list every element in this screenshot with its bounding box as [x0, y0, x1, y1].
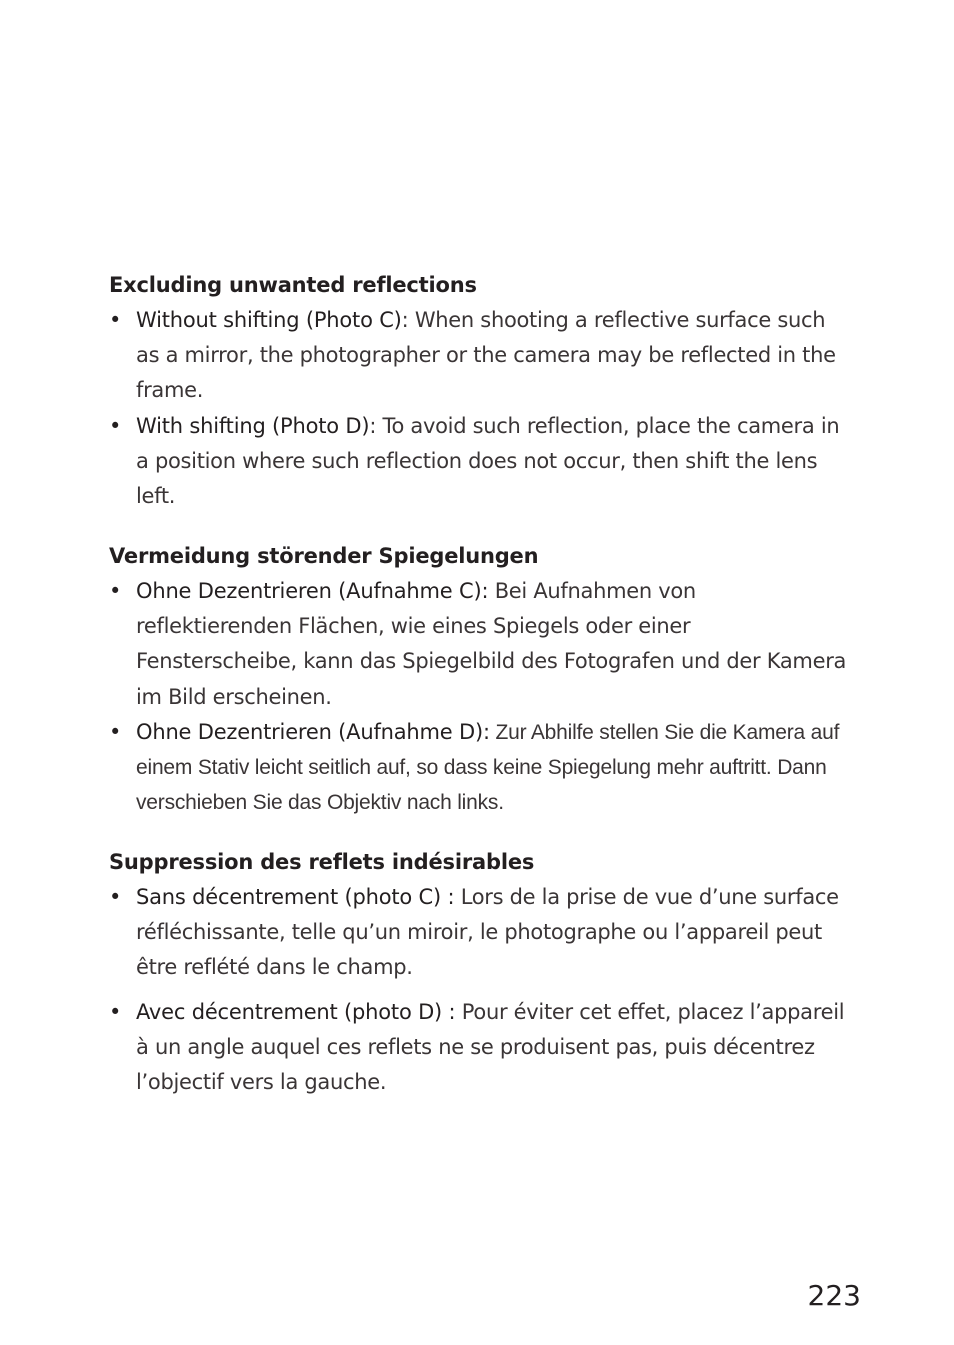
bullet-point: •: [109, 579, 122, 603]
section-heading: Vermeidung störender Spiegelungen: [109, 544, 539, 568]
bullet-point: •: [109, 885, 122, 909]
list-item: [109, 574, 854, 715]
item-text: Pour éviter cet effet, placez l’appareil à un angle auquel ces reflets ne se produisent pas, puis décentrez l’objectif vers la gauche.: [136, 999, 845, 1095]
section-english: [109, 268, 854, 514]
page-number: 223: [807, 1279, 861, 1312]
item-lead: Without shifting (Photo C): [136, 308, 402, 332]
bullet-point: •: [109, 999, 122, 1024]
item-spacer: [109, 986, 854, 995]
item-text: Lors de la prise de vue d’une surface réfléchissante, telle qu’un miroir, le photographe ou l’appareil peut être reflété dans le champ.: [136, 885, 839, 980]
item-lead: Sans décentrement (photo C) :: [136, 885, 455, 909]
list-item: [109, 995, 854, 1101]
item-text: : When shooting a reflective surface such as a mirror, the photographer or the camera may be reflected in the frame.: [136, 308, 836, 403]
item-text: Bei Aufnahmen von reflektierenden Flächen, wie eines Spiegels oder einer Fensterscheibe, kann das Spiegelbild des Fotografen und der Kamera im Bild erscheinen.: [136, 579, 847, 709]
item-lead: Avec décentrement (photo D) :: [136, 999, 456, 1024]
item-text: : To avoid such reflection, place the camera in a position where such reflection does not occur, then shift the lens left.: [136, 413, 840, 509]
item-lead: Ohne Dezentrieren (Aufnahme D):: [136, 719, 490, 744]
section-french: [109, 845, 854, 1100]
item-text: Zur Abhilfe stellen Sie die Kamera auf einem Stativ leicht seitlich auf, so dass keine Spiegelung mehr auftritt. Dann verschieben Sie das Objektiv nach links.: [136, 720, 840, 815]
bullet-point: •: [109, 719, 122, 744]
bullet-point: •: [109, 413, 122, 438]
item-lead: Ohne Dezentrieren (Aufnahme C):: [136, 579, 489, 603]
section-heading: Suppression des reflets indésirables: [109, 850, 535, 874]
list-item: [109, 715, 854, 821]
section-german: [109, 539, 854, 820]
list-item: [109, 303, 854, 409]
list-item: [109, 409, 854, 515]
item-lead: With shifting (Photo D): [136, 413, 370, 438]
list-item: [109, 880, 854, 986]
section-heading: Excluding unwanted reflections: [109, 273, 477, 297]
bullet-point: •: [109, 308, 122, 332]
